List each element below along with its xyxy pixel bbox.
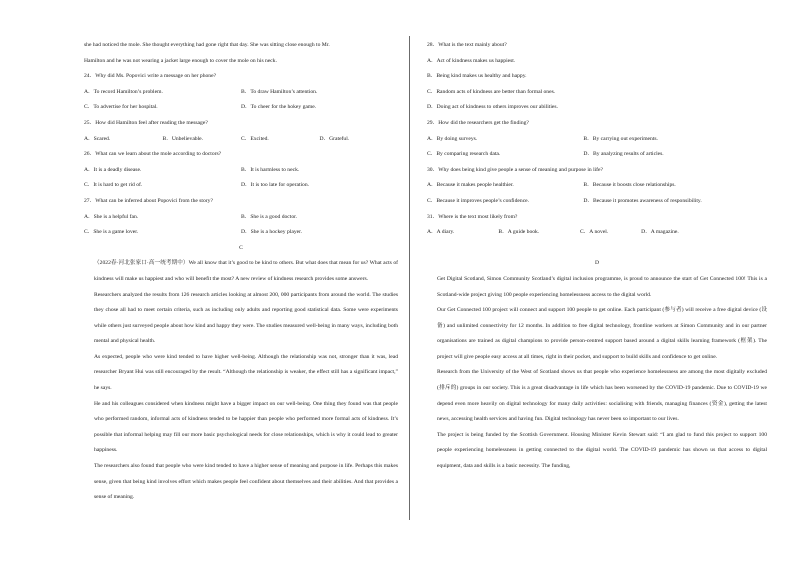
question-30-options-row: [427, 178, 767, 194]
question-28-stem: 28．What is the text mainly about?: [427, 42, 507, 48]
question-30-options-row: [427, 194, 767, 210]
section-d-heading: D: [594, 260, 600, 267]
question-31-option-b: B．A guide book.: [498, 229, 540, 236]
section-c-heading: C: [239, 244, 243, 251]
question-29-option-d: D．By analyzing results of articles.: [583, 151, 664, 158]
question-27-options-row: [84, 225, 398, 241]
question-30-stem: 30．Why does being kind give people a sense of meaning and purpose in life?: [427, 166, 604, 173]
question-29-options-row: [427, 132, 767, 148]
passage-d-paragraph: Research from the University of the West of Scotland shows us that people who experience homelessness are among the most digitally excluded (排斥的) groups in our society. This is a great disadvantage in life which has been worsened by the COVID-19 pandemic. Due to COVID-19 we depend even more heavily on digital technology for many daily activities: socialising with friends, managing finances (资金), getting the latest news, accessing health services and having fun. Digital technology has never been so important to our lives.: [437, 369, 767, 423]
question-24-option-d: D．To cheer for the hokey game.: [241, 104, 317, 111]
question-26-option-d: D．It is too late for operation.: [241, 182, 310, 189]
passage-c-paragraph: （2022春·河北张家口·高一统考期中）We all know that it’s good to be kind to others. But what does that mean for us? What acts of kindness will make us happiest and who will benefit the most? A new review of kindness research provides some answers.: [94, 260, 398, 282]
question-31-stem: 31．Where is the text most likely from?: [427, 213, 518, 220]
question-27-option-b: B．She is a good doctor.: [241, 213, 298, 220]
question-29-option-b: B．By carrying out experiments.: [583, 135, 658, 142]
question-29-option-c: C．By comparing research data.: [427, 151, 501, 158]
question-25-stem: 25．How did Hamilton feel after reading the message?: [84, 119, 208, 126]
question-31-option-c: C．A novel.: [579, 229, 609, 236]
question-30-option-d: D．Because it promotes awareness of responsibility.: [583, 197, 702, 204]
passage-d-paragraph: Get Digital Scotland, Simon Community Scotland’s digital inclusion programme, is proud to announce the start of Get Connected 100! This is a Scotland-wide project giving 100 people experiencing homelessness access to the digital world.: [437, 275, 767, 298]
passage-c-paragraph: The researchers also found that people who were kind tended to have a higher sense of meaning and purpose in life. Perhaps this makes sense, given that being kind involves effort which makes people feel confident about themselves and their abilities. And that provides a sense of meaning.: [94, 463, 398, 501]
question-26-option-b: B．It is harmless to neck.: [241, 166, 300, 173]
passage-d-paragraph: Our Get Connected 100 project will connect and support 100 people to get online. Each participant (参与者) will receive a free digital device (设备) and unlimited connectivity for 12 months. In addition to free digital technology, frontline workers at Simon Community and in our partner organisations are trained as digital champions to provide person-centred support based around a digital skills learning framework (框架). The project will give people easy access at all times, right in their pocket, and support to build skills and confidence to get online.: [437, 307, 767, 360]
question-24-option-b: B．To draw Hamilton’s attention.: [241, 88, 318, 95]
right-column: [427, 38, 767, 475]
question-27-option-d: D．She is a hockey player.: [241, 229, 303, 236]
question-26-options-row: [84, 178, 398, 194]
question-25-option-b: B．Unbelievable.: [162, 135, 204, 142]
question-31-option-a: A．A diary.: [427, 229, 455, 236]
spacer: [427, 241, 767, 257]
question-25-option-a: A．Scared.: [84, 135, 111, 142]
question-29-option-a: A．By doing surveys.: [427, 135, 478, 142]
question-24-stem: 24．Why did Ms. Popovici write a message on her phone?: [84, 73, 217, 80]
question-27-option-a: A．She is a helpful fan.: [84, 213, 139, 220]
question-26-option-c: C．It is hard to get rid of.: [84, 182, 143, 189]
question-24-option-a: A．To record Hamilton’s problem.: [84, 88, 163, 95]
question-31-options-row: [427, 225, 767, 241]
question-30-option-b: B．Because it boosts close relationships.: [583, 182, 676, 189]
passage-d-paragraph: The project is being funded by the Scottish Government. Housing Minister Kevin Stewart said: “I am glad to fund this project to support 100 people experiencing homelessness in getting connected to the digital world. The COVID-19 pandemic has shown us that access to digital equipment, data and skills is a basic necessity. The funding,: [437, 431, 767, 470]
left-column: [84, 38, 398, 506]
question-28-option-d: D．Doing act of kindness to others improves our abilities.: [427, 104, 558, 111]
question-24-options-row: [84, 85, 398, 101]
question-30-option-a: A．Because it makes people healthier.: [427, 182, 514, 189]
passage-c-paragraph: As expected, people who were kind tended to have higher well-being. Although the relationship was not, stronger than it was, lead researcher Bryant Hui was still encouraged by the result. “Although the relationship is weaker, the effect still has a significant impact,” he says.: [94, 353, 398, 392]
question-26-options-row: [84, 163, 398, 179]
question-29-options-row: [427, 147, 767, 163]
question-26-stem: 26．What can we learn about the mole according to doctors?: [84, 151, 222, 158]
question-25-options-row: [84, 132, 398, 148]
question-25-option-d: D．Grateful.: [319, 135, 350, 142]
question-24-option-c: C．To advertise for her hospital.: [84, 104, 158, 111]
passage-c-paragraph: Researchers analyzed the results from 126 research articles looking at almost 200, 000 participants from around the world. The studies they chose all had to meet certain criteria, such as including only adults and reporting good statistical data. Some were experiments while others just surveyed people about how kind and happy they were. The studies measured well-being in many ways, including both mental and physical health.: [94, 291, 398, 345]
question-26-option-a: A．It is a deadly disease.: [84, 166, 142, 173]
passage-b-tail-line: she had noticed the mole. She thought everything had gone right that day. She was sitting close enough to Mr.: [84, 42, 330, 48]
question-28-option-c: C．Random acts of kindness are better than formal ones.: [427, 88, 556, 95]
question-25-option-c: C．Excited.: [241, 135, 269, 142]
question-24-options-row: [84, 100, 398, 116]
question-29-stem: 29．How did the researchers get the finding?: [427, 119, 529, 126]
question-28-option-a: A．Act of kindness makes us happiest.: [427, 57, 516, 64]
question-28-option-b: B．Being kind makes us healthy and happy.: [427, 73, 527, 80]
passage-c-paragraph: He and his colleagues considered when kindness might have a bigger impact on our well-being. One thing they found was that people who performed random, informal acts of kindness tended to be happier than people who performed more formal acts of kindness. It’s possible that informal helping may fill our more basic psychological needs for close relationships, which is why it could lead to greater happiness.: [94, 400, 398, 454]
question-27-stem: 27．What can be inferred about Popovici from the story?: [84, 197, 213, 204]
question-27-option-c: C．She is a game lover.: [84, 229, 139, 236]
question-30-option-c: C．Because it improves people’s confidence.: [427, 197, 530, 204]
passage-b-tail-line: Hamilton and he was not wearing a jacket large enough to cover the mole on his neck.: [84, 57, 277, 64]
question-27-options-row: [84, 210, 398, 226]
question-31-option-d: D．A magazine.: [641, 229, 679, 236]
column-divider: [409, 36, 410, 520]
